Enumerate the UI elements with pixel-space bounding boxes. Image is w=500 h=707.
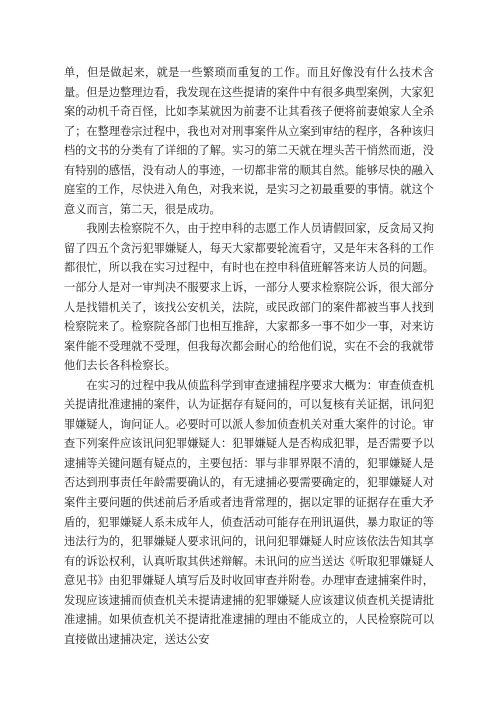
paragraph-1: 单，但是做起来，就是一些繁琐而重复的工作。而且好像没有什么技术含量。但是边整理边看，我发现在这些提请的案件中有很多典型案例，大家犯案的动机千奇百怪，比如李某就因为前妻不让其看孩子便将前妻娘家人全杀了；在整理卷宗过程中，我也对对刑事案件从立案到审结的程序，各种该归档的文书的分类有了详细的了解。实习的第二天就在埋头苦干悄然而逝，没有特别的感悟，没有动人的事迹，一切都非常的顺其自然。能够尽快的融入庭室的工作，尽快进入角色，对我来说，是实习之初最重要的事情。就这个意义而言，第二天，很是成功。 xyxy=(64,66,434,216)
paragraph-2: 我刚去检察院不久，由于控申科的志愿工作人员请假回家，反贪局又拘留了四五个贪污犯罪嫌疑人，每天大家都要轮流看守，又是年末各科的工作都很忙，所以我在实习过程中，有时也在控申科值班解答来访人员的问题。一部分人是对一审判决不服要求上诉，一部分人要求检察院公诉，很大部分人是找错机关了，该找公安机关，法院，或民政部门的案件都被当事人找到检察院来了。检察院各部门也相互推辞，大家都多一事不如少一事，对来访案件能不受理就不受理，但我每次都会耐心的给他们说，实在不会的我就带他们去长各科检察长。 xyxy=(64,222,434,373)
document-body xyxy=(64,63,434,649)
paragraph-3: 在实习的过程中我从侦监科学到审查逮捕程序要求大概为：审查侦查机关提请批准逮捕的案件，认为证据存有疑问的，可以复核有关证据，讯问犯罪嫌疑人，询问证人。必要时可以派人参加侦查机关对重大案件的讨论。审查下列案件应该讯问犯罪嫌疑人：犯罪嫌疑人是否构成犯罪，是否需要予以逮捕等关键问题有疑点的，主要包括：罪与非罪界限不清的，犯罪嫌疑人是否达到刑事责任年龄需要确认的，有无逮捕必要需要确定的，犯罪嫌疑人对案件主要问题的供述前后矛盾或者违背常理的，据以定罪的证据存在重大矛盾的，犯罪嫌疑人系未成年人，侦查活动可能存在刑讯逼供，暴力取证的等违法行为的，犯罪嫌疑人要求讯问的，讯问犯罪嫌疑人时应该依法告知其享有的诉讼权利，认真听取其供述辩解。未讯问的应当送达《听取犯罪嫌疑人意见书》由犯罪嫌疑人填写后及时收回审查并附卷。办理审查逮捕案件时，发现应该逮捕而侦查机关未提请逮捕的犯罪嫌疑人应该建议侦查机关提请批准逮捕。如果侦查机关不提请批准逮捕的理由不能成立的，人民检察院可以直接做出逮捕决定，送达公安 xyxy=(64,378,434,646)
